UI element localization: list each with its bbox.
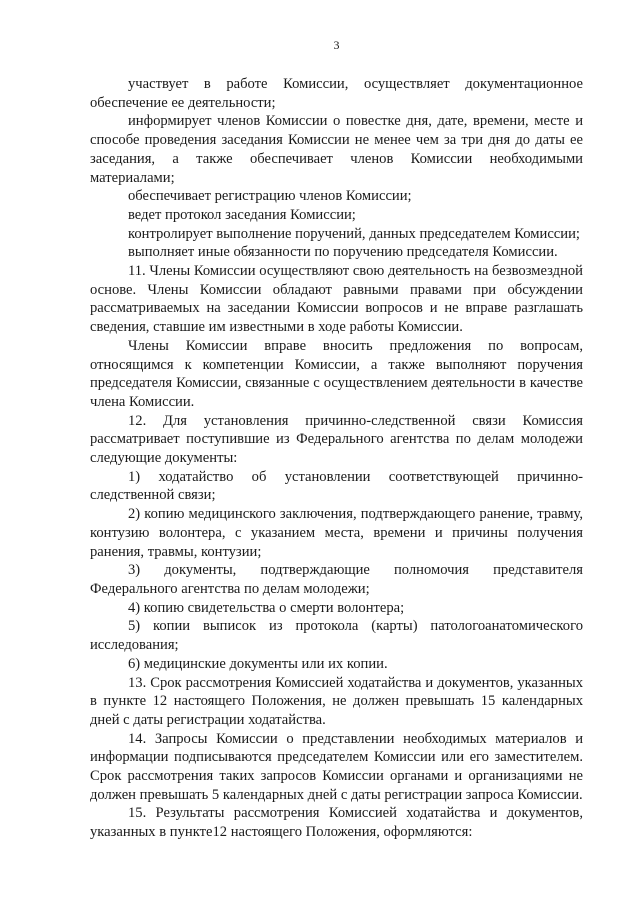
paragraph-item-13: 13. Срок рассмотрения Комиссией ходатайства и документов, указанных в пункте 12 настоящего Положения, не должен превышать 15 календарных дней с даты регистрации ходатайства. [90, 674, 583, 728]
paragraph-item-12: 12. Для установления причинно-следственной связи Комиссия рассматривает поступившие из Федерального агентства по делам молодежи следующие документы: [90, 412, 583, 467]
list-item-12-4: 4) копию свидетельства о смерти волонтера; [128, 599, 405, 616]
paragraph-secretary-duties-control: контролирует выполнение поручений, данных председателем Комиссии; [128, 225, 580, 242]
list-item-12-1: 1) ходатайство об установлении соответствующей причинно-следственной связи; [90, 468, 583, 504]
paragraph-secretary-duties-registration: обеспечивает регистрацию членов Комиссии; [128, 188, 412, 205]
paragraph-item-11: 11. Члены Комиссии осуществляют свою деятельность на безвозмездной основе. Члены Комиссии обладают равными правами при обсуждении рассматриваемых на заседании Комиссии вопросов и не вправе разглашать сведения, ставшие им известными в ходе работы Комиссии. [90, 263, 583, 336]
paragraph-secretary-duties-inform: информирует членов Комиссии о повестке дня, дате, времени, месте и способе проведения заседания Комиссии не менее чем за три дня до даты ее заседания, а также обеспечивает членов Комиссии необходимыми материалами; [90, 113, 583, 186]
list-item-12-6: 6) медицинские документы или их копии. [128, 655, 388, 672]
paragraph-secretary-duties-docs: участвует в работе Комиссии, осуществляет документационное обеспечение ее деятельности; [90, 76, 583, 111]
list-item-12-5: 5) копии выписок из протокола (карты) патологоанатомического исследования; [90, 618, 583, 654]
paragraph-secretary-duties-protocol: ведет протокол заседания Комиссии; [128, 206, 356, 223]
page-number: 3 [333, 38, 340, 52]
list-item-12-2: 2) копию медицинского заключения, подтверждающего ранение, травму, контузию волонтера, с указанием места, времени и причины получения ранения, травмы, контузии; [90, 506, 583, 560]
paragraph-item-15: 15. Результаты рассмотрения Комиссией ходатайства и документов, указанных в пункте12 настоящего Положения, оформляются: [90, 805, 583, 841]
paragraph-secretary-duties-other: выполняет иные обязанности по поручению председателя Комиссии. [128, 244, 558, 261]
paragraph-item-11-members-rights: Члены Комиссии вправе вносить предложения по вопросам, относящимся к компетенции Комиссии, а также выполняют поручения председателя Комиссии, связанные с осуществлением деятельности в качестве члена Комиссии. [90, 337, 583, 410]
paragraph-item-14: 14. Запросы Комиссии о представлении необходимых материалов и информации подписываются председателем Комиссии или его заместителем. Срок рассмотрения таких запросов Комиссии органами и организациями не должен превышать 5 календарных дней с даты регистрации запроса Комиссии. [90, 730, 583, 803]
list-item-12-3: 3) документы, подтверждающие полномочия представителя Федерального агентства по делам молодежи; [90, 562, 583, 597]
